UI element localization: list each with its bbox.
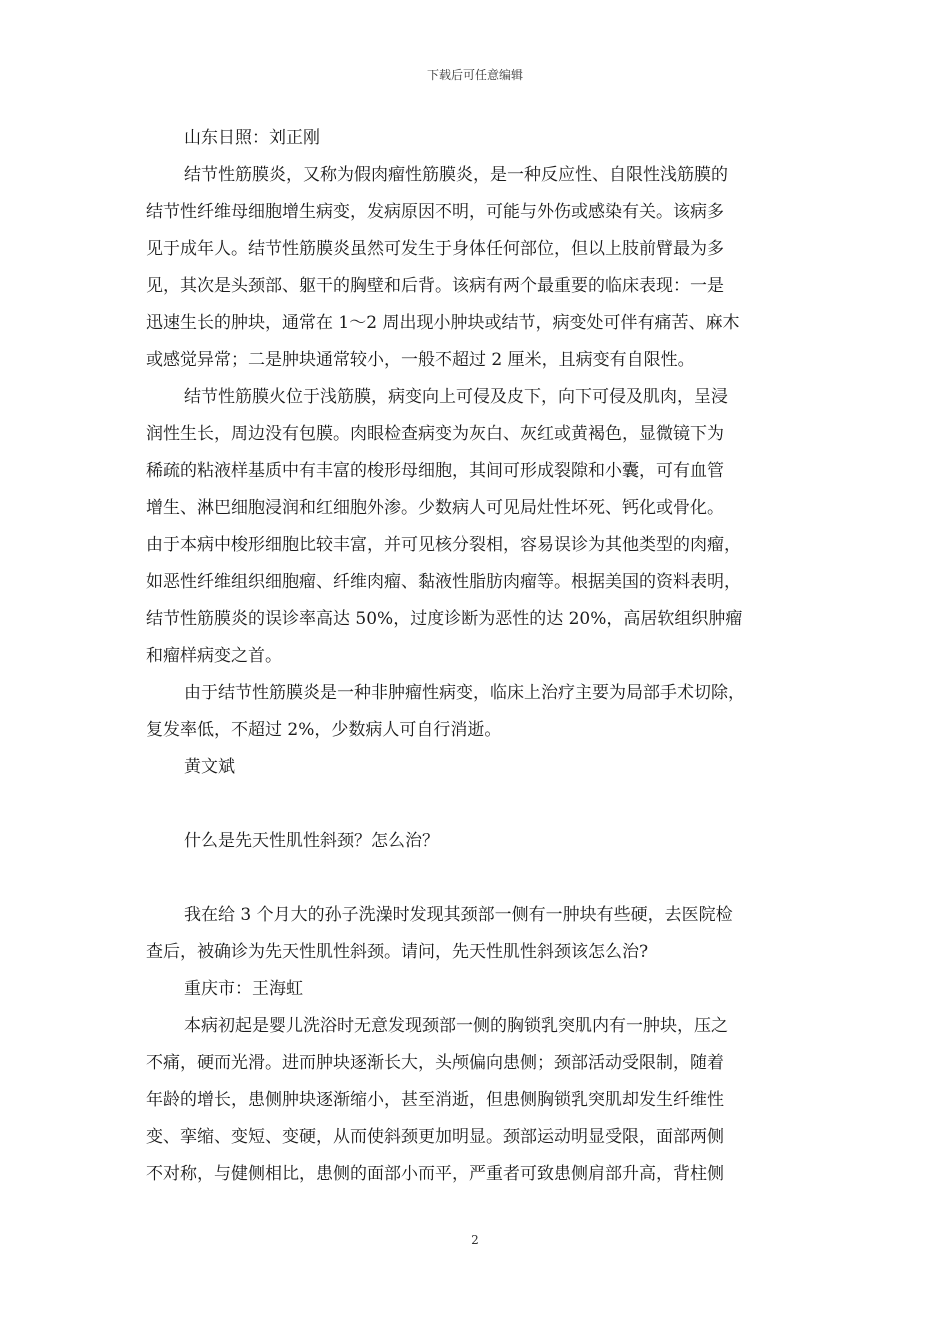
page-header: 下载后可任意编辑 (426, 68, 523, 82)
page-number: 2 (471, 1233, 479, 1247)
paragraph-line: 本病初起是婴儿洗浴时无意发现颈部一侧的胸锁乳突肌内有一肿块，压之 (184, 1016, 728, 1036)
paragraph-line: 和瘤样病变之首。 (146, 646, 282, 666)
paragraph-line: 稀疏的粘液样基质中有丰富的梭形母细胞，其间可形成裂隙和小囊，可有血管 (146, 461, 724, 481)
paragraph-line: 见，其次是头颈部、躯干的胸壁和后背。该病有两个最重要的临床表现：一是 (146, 276, 724, 296)
paragraph-line: 结节性筋膜炎，又称为假肉瘤性筋膜炎，是一种反应性、自限性浅筋膜的 (184, 165, 728, 185)
paragraph-line: 由于本病中梭形细胞比较丰富，并可见核分裂相，容易误诊为其他类型的肉瘤， (146, 535, 741, 555)
author-location-line: 山东日照：刘正刚 (184, 128, 320, 148)
paragraph-line: 见于成年人。结节性筋膜炎虽然可发生于身体任何部位，但以上肢前臂最为多 (146, 239, 724, 259)
paragraph-line: 我在给 3 个月大的孙子洗澡时发现其颈部一侧有一肿块有些硬，去医院检 (184, 905, 733, 925)
paragraph-line: 增生、淋巴细胞浸润和红细胞外渗。少数病人可见局灶性坏死、钙化或骨化。 (146, 498, 724, 518)
paragraph-line: 变、挛缩、变短、变硬，从而使斜颈更加明显。颈部运动明显受限，面部两侧 (146, 1127, 724, 1147)
section-question: 什么是先天性肌性斜颈？怎么治？ (184, 831, 439, 851)
paragraph-line: 结节性纤维母细胞增生病变，发病原因不明，可能与外伤或感染有关。该病多 (146, 202, 724, 222)
blank-line (146, 786, 806, 823)
paragraph-line: 润性生长，周边没有包膜。肉眼检查病变为灰白、灰红或黄褐色，显微镜下为 (146, 424, 724, 444)
paragraph-line: 不痛，硬而光滑。进而肿块逐渐长大，头颅偏向患侧；颈部活动受限制，随着 (146, 1053, 724, 1073)
document-body (146, 120, 806, 1193)
author-location-line: 重庆市：王海虹 (184, 979, 303, 999)
paragraph-line: 复发率低，不超过 2%，少数病人可自行消逝。 (146, 720, 502, 740)
paragraph-line: 迅速生长的肿块，通常在 1～2 周出现小肿块或结节，病变处可伴有痛苦、麻木 (146, 313, 740, 333)
paragraph-line: 结节性筋膜炎的误诊率高达 50%，过度诊断为恶性的达 20%，高居软组织肿瘤 (146, 609, 743, 629)
blank-line (146, 860, 806, 897)
paragraph-line: 结节性筋膜火位于浅筋膜，病变向上可侵及皮下，向下可侵及肌肉，呈浸 (184, 387, 728, 407)
paragraph-line: 或感觉异常；二是肿块通常较小，一般不超过 2 厘米，且病变有自限性。 (146, 350, 695, 370)
author-name: 黄文斌 (184, 757, 235, 777)
paragraph-line: 由于结节性筋膜炎是一种非肿瘤性病变，临床上治疗主要为局部手术切除， (184, 683, 745, 703)
paragraph-line: 如恶性纤维组织细胞瘤、纤维肉瘤、黏液性脂肪肉瘤等。根据美国的资料表明， (146, 572, 741, 592)
paragraph-line: 不对称，与健侧相比，患侧的面部小而平，严重者可致患侧肩部升高，背柱侧 (146, 1164, 724, 1184)
paragraph-line: 查后，被确诊为先天性肌性斜颈。请问，先天性肌性斜颈该怎么治? (146, 942, 649, 962)
paragraph-line: 年龄的增长，患侧肿块逐渐缩小，甚至消逝，但患侧胸锁乳突肌却发生纤维性 (146, 1090, 724, 1110)
